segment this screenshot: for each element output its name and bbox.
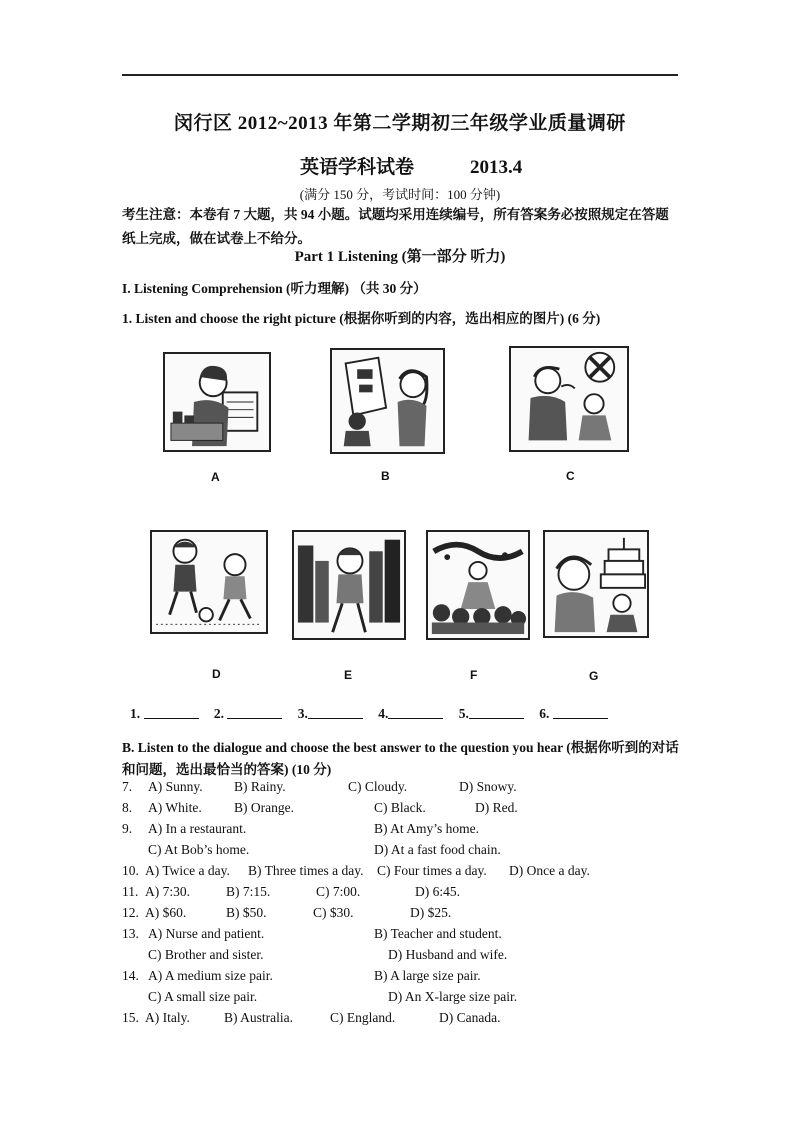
football-kids-icon — [150, 530, 268, 634]
answer-blank-2[interactable] — [227, 706, 282, 719]
option-b: B) At Amy’s home. — [374, 821, 480, 836]
option-d: D) Husband and wife. — [388, 947, 508, 962]
option-a: A) Twice a day. — [145, 863, 230, 878]
option-a: A) Italy. — [145, 1010, 190, 1025]
section-i-heading: I. Listening Comprehension (听力理解) （共 30 分） — [122, 281, 427, 296]
answer-blank-6[interactable] — [553, 706, 608, 719]
option-d: D) Once a day. — [509, 863, 590, 878]
blank-label: 2. — [213, 706, 228, 721]
question-number: 15. — [122, 1010, 139, 1025]
option-c: C) 7:00. — [316, 884, 361, 899]
subject-label: 英语学科试卷 — [300, 157, 415, 178]
option-b: B) Australia. — [224, 1010, 293, 1025]
part-1-title: Part 1 Listening (第一部分 听力) — [294, 249, 506, 265]
option-a: A) A medium size pair. — [148, 968, 273, 983]
question-number: 10. — [122, 863, 139, 878]
answer-blank-3[interactable] — [308, 706, 363, 719]
exam-meta: (满分 150 分，考试时间：100 分钟) — [299, 187, 501, 202]
option-d: D) $25. — [410, 905, 452, 920]
option-b: B) Rainy. — [234, 779, 286, 794]
exam-subtitle — [300, 152, 522, 179]
option-d: D) Red. — [475, 800, 518, 815]
option-d: D) At a fast food chain. — [374, 842, 501, 857]
birthday-cake-icon — [543, 530, 649, 638]
option-b: B) Teacher and student. — [374, 926, 502, 941]
option-b: B) 7:15. — [226, 884, 271, 899]
shopping-poster-icon — [330, 348, 445, 454]
option-d: D) An X-large size pair. — [388, 989, 518, 1004]
blank-label: 3. — [297, 706, 308, 721]
no-smoking-icon — [509, 346, 629, 452]
option-a: A) $60. — [145, 905, 187, 920]
question-number: 14. — [122, 968, 139, 983]
blank-label: 5. — [458, 706, 469, 721]
picture-e-label: E — [344, 668, 353, 682]
question-number: 12. — [122, 905, 139, 920]
option-b: B) Orange. — [234, 800, 294, 815]
exam-title: 闵行区 2012~2013 年第二学期初三年级学业质量调研 — [174, 113, 626, 134]
option-c: C) $30. — [313, 905, 354, 920]
concert-icon — [426, 530, 530, 640]
picture-f-label: F — [470, 668, 478, 682]
blank-label: 6. — [539, 706, 553, 721]
option-d: D) Snowy. — [459, 779, 517, 794]
option-a: A) In a restaurant. — [148, 821, 247, 836]
question-number: 13. — [122, 926, 139, 941]
answer-blank-5[interactable] — [469, 706, 524, 719]
option-b: B) Three times a day. — [248, 863, 364, 878]
answer-blank-4[interactable] — [388, 706, 443, 719]
picture-d-label: D — [212, 667, 221, 681]
question-number: 11. — [122, 884, 139, 899]
exam-date: 2013.4 — [470, 157, 523, 178]
top-rule — [122, 74, 678, 76]
option-a: A) White. — [148, 800, 202, 815]
picture-a-label: A — [211, 470, 220, 484]
option-a: A) 7:30. — [145, 884, 190, 899]
section-b-heading: B. Listen to the dialogue and choose the best answer to the question you hear (根据你听到的对话和问题，选出最恰当的答案) (10 分) — [122, 740, 679, 777]
blank-label: 1. — [130, 706, 144, 721]
question-number: 9. — [122, 821, 133, 836]
option-c: C) Cloudy. — [348, 779, 408, 794]
option-b: B) A large size pair. — [374, 968, 481, 983]
option-d: D) Canada. — [439, 1010, 501, 1025]
option-c: C) Four times a day. — [377, 863, 487, 878]
question-number: 8. — [122, 800, 133, 815]
option-c: C) A small size pair. — [148, 989, 258, 1004]
option-c: C) Black. — [374, 800, 426, 815]
option-c: C) England. — [330, 1010, 396, 1025]
option-a: A) Sunny. — [148, 779, 203, 794]
picture-b-label: B — [381, 469, 390, 483]
blank-label: 4. — [378, 706, 389, 721]
picture-g-label: G — [589, 669, 599, 683]
option-d: D) 6:45. — [415, 884, 460, 899]
option-c: C) Brother and sister. — [148, 947, 264, 962]
option-b: B) $50. — [226, 905, 267, 920]
option-a: A) Nurse and patient. — [148, 926, 265, 941]
answer-blank-1[interactable] — [144, 706, 199, 719]
option-c: C) At Bob’s home. — [148, 842, 250, 857]
answer-blanks — [130, 706, 620, 722]
picture-c-label: C — [566, 469, 575, 483]
office-worker-icon — [163, 352, 271, 452]
question-number: 7. — [122, 779, 133, 794]
city-walk-icon — [292, 530, 406, 640]
candidate-notice: 考生注意：本卷有 7 大题，共 94 小题。试题均采用连续编号，所有答案务必按照规定在答题纸上完成，做在试卷上不给分。 — [122, 207, 669, 246]
section-1-heading: 1. Listen and choose the right picture (根据你听到的内容，选出相应的图片) (6 分) — [122, 311, 601, 326]
